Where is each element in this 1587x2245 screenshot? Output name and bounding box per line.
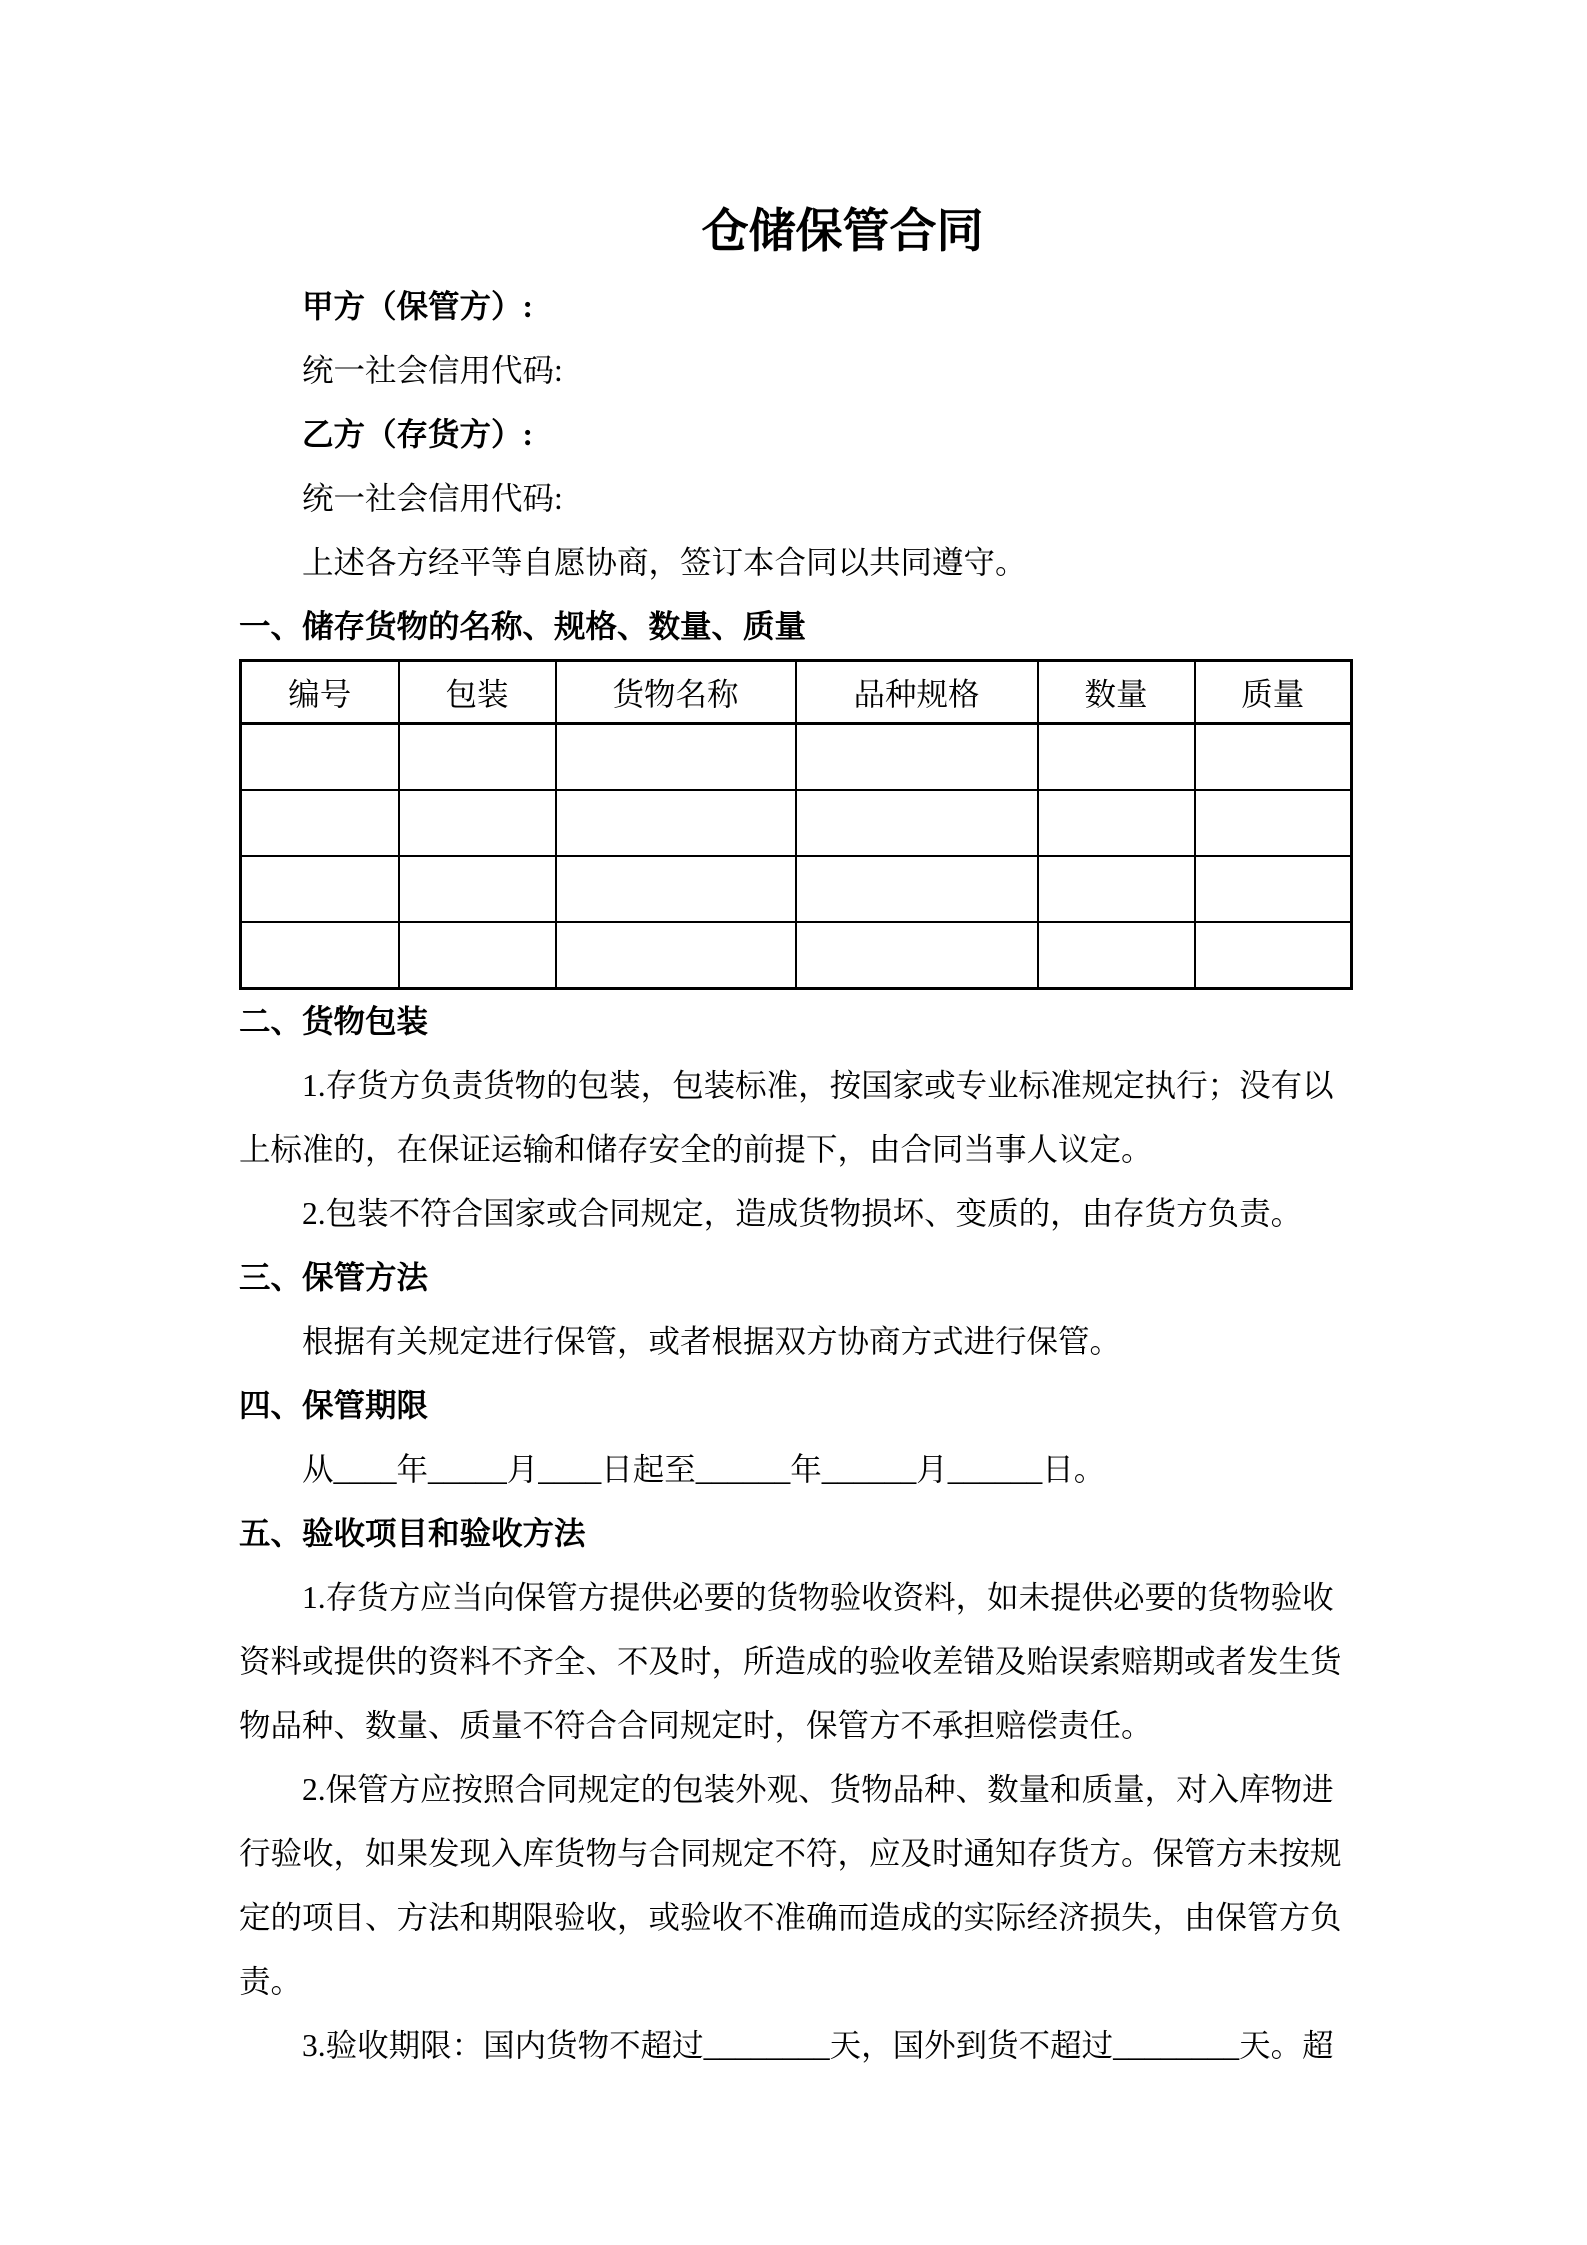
preamble-line: 上述各方经平等自愿协商，签订本合同以共同遵守。 (302, 545, 1027, 580)
party-b-credit-code-label: 统一社会信用代码: (302, 481, 563, 516)
goods-table-cell (556, 856, 796, 922)
section-5-line: 1.存货方应当向保管方提供必要的货物验收资料，如未提供必要的货物验收 (302, 1580, 1334, 1615)
goods-table-row (241, 922, 1352, 989)
section-1-heading: 一、储存货物的名称、规格、数量、质量 (239, 609, 807, 644)
goods-table-header-quality: 质量 (1195, 661, 1352, 724)
section-2-line: 上标准的，在保证运输和储存安全的前提下，由合同当事人议定。 (239, 1132, 1153, 1167)
goods-table-cell (1195, 724, 1352, 791)
goods-table-header-quantity: 数量 (1038, 661, 1195, 724)
party-b-label: 乙方（存货方）: (302, 417, 533, 452)
section-5-heading: 五、验收项目和验收方法 (239, 1516, 586, 1551)
section-5-line: 2.保管方应按照合同规定的包装外观、货物品种、数量和质量，对入库物进 (302, 1772, 1334, 1807)
goods-table-cell (399, 790, 556, 856)
goods-table-cell (1195, 790, 1352, 856)
goods-table-cell (796, 922, 1038, 989)
section-4-blank-line: 从____年_____月____日起至______年______月______日。 (302, 1452, 1106, 1487)
section-5-line: 资料或提供的资料不齐全、不及时，所造成的验收差错及贻误索赔期或者发生货 (239, 1644, 1342, 1679)
goods-table-header-spec: 品种规格 (796, 661, 1038, 724)
section-2-line: 2.包装不符合国家或合同规定，造成货物损坏、变质的，由存货方负责。 (302, 1196, 1303, 1231)
goods-table-cell (1038, 856, 1195, 922)
goods-table-cell (1195, 856, 1352, 922)
goods-table-cell (1038, 790, 1195, 856)
goods-table-row (241, 856, 1352, 922)
goods-table-cell (241, 922, 399, 989)
goods-table-cell (1195, 922, 1352, 989)
goods-table-row (241, 790, 1352, 856)
goods-table-cell (399, 856, 556, 922)
document-title: 仓储保管合同 (701, 206, 984, 258)
goods-table-row (241, 724, 1352, 791)
section-5-line: 行验收，如果发现入库货物与合同规定不符，应及时通知存货方。保管方未按规 (239, 1836, 1342, 1871)
goods-table (239, 659, 1353, 990)
goods-table-cell (556, 724, 796, 791)
goods-table-cell (241, 724, 399, 791)
contract-content (239, 0, 1350, 2078)
party-a-credit-code-label: 统一社会信用代码: (302, 353, 563, 388)
goods-table-header-row (241, 661, 1352, 724)
goods-table-cell (556, 790, 796, 856)
section-2-line: 1.存货方负责货物的包装，包装标准，按国家或专业标准规定执行；没有以 (302, 1068, 1334, 1103)
section-5-blank-line: 3.验收期限：国内货物不超过________天，国外到货不超过________天。超 (302, 2028, 1334, 2063)
section-3-line: 根据有关规定进行保管，或者根据双方协商方式进行保管。 (302, 1324, 1122, 1359)
section-5-line: 责。 (239, 1964, 303, 1999)
section-5-line: 定的项目、方法和期限验收，或验收不准确而造成的实际经济损失，由保管方负 (239, 1900, 1342, 1935)
goods-table-cell (796, 724, 1038, 791)
goods-table-cell (399, 724, 556, 791)
section-3-heading: 三、保管方法 (239, 1260, 429, 1295)
goods-table-cell (241, 790, 399, 856)
goods-table-header-number: 编号 (241, 661, 399, 724)
goods-table-cell (1038, 724, 1195, 791)
goods-table-cell (796, 856, 1038, 922)
section-5-line: 物品种、数量、质量不符合合同规定时，保管方不承担赔偿责任。 (239, 1708, 1153, 1743)
goods-table-header-goods-name: 货物名称 (556, 661, 796, 724)
goods-table-cell (796, 790, 1038, 856)
goods-table-header-packaging: 包装 (399, 661, 556, 724)
goods-table-cell (556, 922, 796, 989)
goods-table-cell (1038, 922, 1195, 989)
party-a-label: 甲方（保管方）: (302, 289, 533, 324)
goods-table-cell (399, 922, 556, 989)
goods-table-cell (241, 856, 399, 922)
section-4-heading: 四、保管期限 (239, 1388, 429, 1423)
section-2-heading: 二、货物包装 (239, 1004, 429, 1039)
